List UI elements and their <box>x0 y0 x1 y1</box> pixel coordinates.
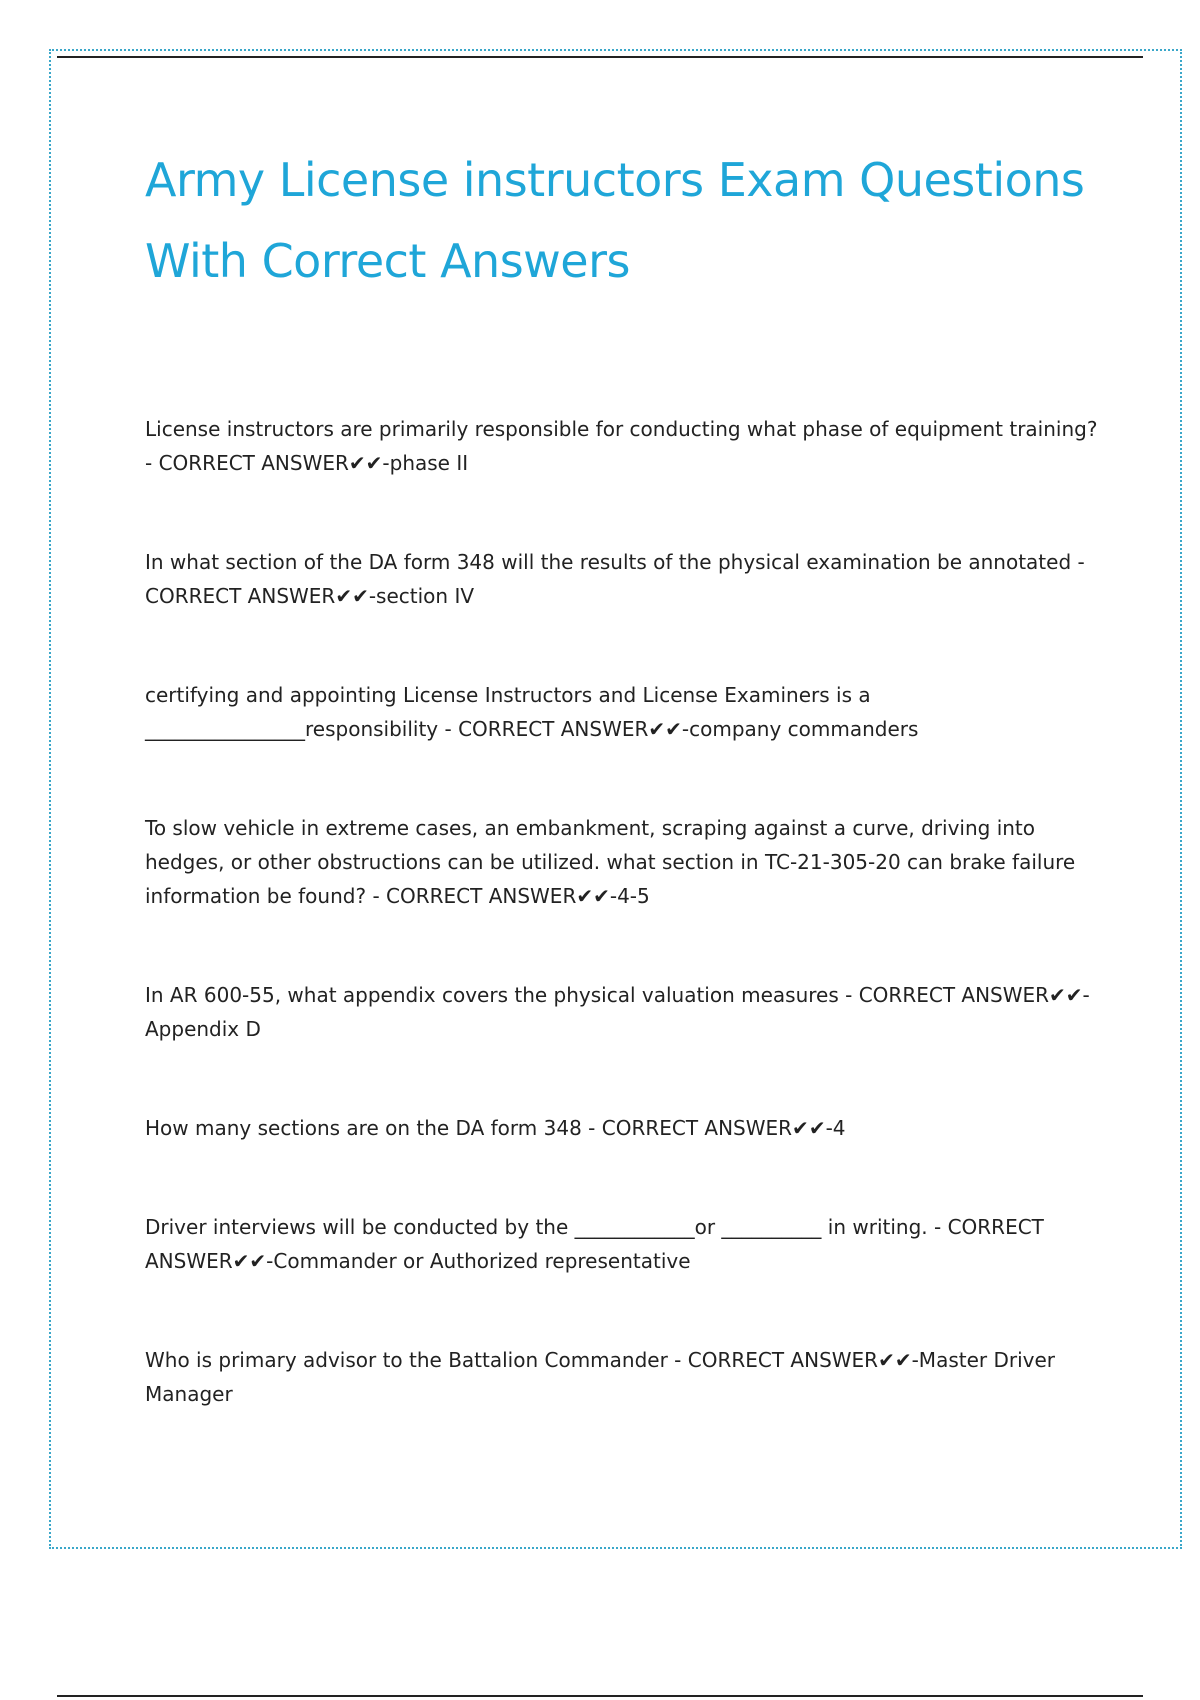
qa-text: To slow vehicle in extreme cases, an embankment, scraping against a curve, driving into hedges, or other obstructions can be utilized. what section in TC-21-305-20 can brake failure information be found? - CORRECT ANSWER✔✔-4-5 <box>145 816 1076 908</box>
qa-list <box>145 412 1105 1476</box>
qa-item-8 <box>145 1343 1105 1411</box>
qa-text: How many sections are on the DA form 348 - CORRECT ANSWER✔✔-4 <box>145 1116 846 1140</box>
bottom-divider <box>57 1695 1143 1697</box>
qa-item-6 <box>145 1111 1105 1145</box>
document-title: Army License instructors Exam Questions With Correct Answers <box>145 153 1085 288</box>
qa-text: In what section of the DA form 348 will the results of the physical examination be annotated - CORRECT ANSWER✔✔-section IV <box>145 550 1085 608</box>
qa-text: In AR 600-55, what appendix covers the physical valuation measures - CORRECT ANSWER✔✔-Appendix D <box>145 983 1090 1041</box>
qa-text: certifying and appointing License Instructors and License Examiners is a ________________responsibility - CORRECT ANSWER✔✔-company commanders <box>145 683 919 741</box>
qa-item-1 <box>145 412 1105 480</box>
qa-item-3 <box>145 678 1105 746</box>
qa-text: Who is primary advisor to the Battalion Commander - CORRECT ANSWER✔✔-Master Driver Manager <box>145 1348 1056 1406</box>
qa-text: License instructors are primarily responsible for conducting what phase of equipment training? - CORRECT ANSWER✔✔-phase II <box>145 417 1098 475</box>
qa-text: Driver interviews will be conducted by the ____________or __________ in writing. - CORRECT ANSWER✔✔-Commander or Authorized representative <box>145 1215 1044 1273</box>
qa-item-7 <box>145 1210 1105 1278</box>
top-divider <box>57 56 1143 58</box>
qa-item-2 <box>145 545 1105 613</box>
qa-item-4 <box>145 811 1105 913</box>
qa-item-5 <box>145 978 1105 1046</box>
